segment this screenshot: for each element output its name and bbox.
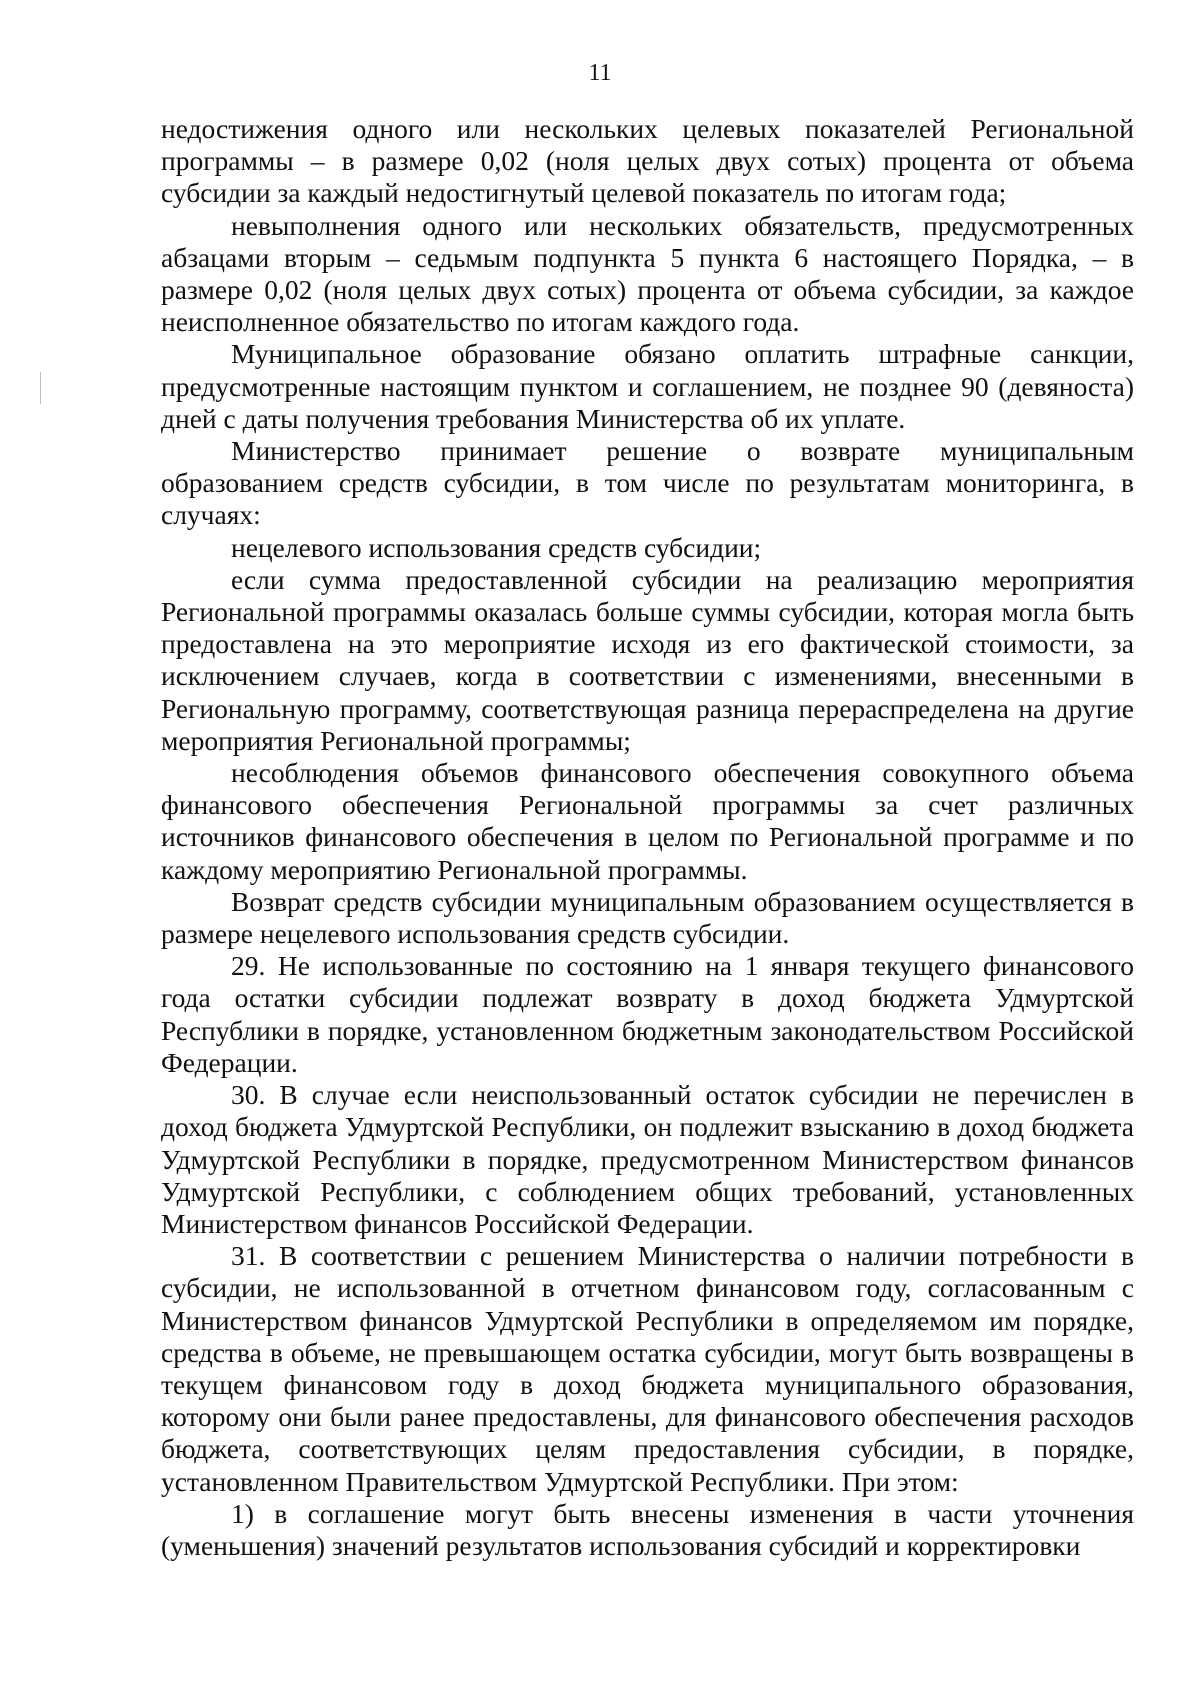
paragraph-penalty-payment: Муниципальное образование обязано оплатить штрафные санкции, предусмотренные настоящим пунктом и соглашением, не позднее 90 (девяноста) дней с даты получения требования Министерства об их уплате. (161, 338, 1134, 434)
page-number: 11 (588, 60, 612, 86)
paragraph-excess-subsidy: если сумма предоставленной субсидии на реализацию мероприятия Региональной программы оказалась больше суммы субсидии, которая могла быть предоставлена на это мероприятие исходя из его фактической стоимости, за исключением случаев, когда в соответствии с изменениями, внесенными в Региональную программу, соответствующая разница перераспределена на другие мероприятия Региональной программы; (161, 563, 1134, 756)
paragraph-obligations-failure: невыполнения одного или нескольких обязательств, предусмотренных абзацами вторым – седьмым подпункта 5 пункта 6 настоящего Порядка, – в размере 0,02 (ноля целых двух сотых) процента от объема субсидии, за каждое неисполненное обязательство по итогам каждого года. (161, 209, 1134, 338)
scan-margin-mark (40, 372, 41, 404)
paragraph-return-decision: Министерство принимает решение о возврате муниципальным образованием средств субсидии, в том числе по результатам мониторинга, в случаях: (161, 435, 1134, 531)
paragraph-return-amount: Возврат средств субсидии муниципальным образованием осуществляется в размере нецелевого использования средств субсидии. (161, 885, 1134, 950)
paragraph-funding-volumes: несоблюдения объемов финансового обеспечения совокупного объема финансового обеспечения Региональной программы за счет различных источников финансового обеспечения в целом по Региональной программе и по каждому мероприятию Региональной программы. (161, 757, 1134, 885)
paragraph-clause-31: 31. В соответствии с решением Министерства о наличии потребности в субсидии, не использованной в отчетном финансовом году, согласованным с Министерством финансов Удмуртской Республики в определяемом им порядке, средства в объеме, не превышающем остатка субсидии, могут быть возвращены в текущем финансовом году в доход бюджета муниципального образования, которому они были ранее предоставлены, для финансового обеспечения расходов бюджета, соответствующих целям предоставления субсидии, в порядке, установленном Правительством Удмуртской Республики. При этом: (161, 1240, 1134, 1497)
paragraph-clause-30: 30. В случае если неиспользованный остаток субсидии не перечислен в доход бюджета Удмуртской Республики, он подлежит взысканию в доход бюджета Удмуртской Республики в порядке, предусмотренном Министерством финансов Удмуртской Республики, с соблюдением общих требований, установленных Министерством финансов Российской Федерации. (161, 1079, 1134, 1239)
paragraph-clause-29: 29. Не использованные по состоянию на 1 января текущего финансового года остатки субсидии подлежат возврату в доход бюджета Удмуртской Республики в порядке, установленном бюджетным законодательством Российской Федерации. (161, 950, 1134, 1078)
paragraph-continuation-targets: недостижения одного или нескольких целевых показателей Региональной программы – в размере 0,02 (ноля целых двух сотых) процента от объема субсидии за каждый недостигнутый целевой показатель по итогам года; (161, 113, 1134, 209)
paragraph-subclause-1: 1) в соглашение могут быть внесены изменения в части уточнения (уменьшения) значений результатов использования субсидий и корректировки (161, 1497, 1134, 1561)
document-body (161, 113, 1134, 1562)
paragraph-misuse: нецелевого использования средств субсидии; (231, 531, 762, 563)
